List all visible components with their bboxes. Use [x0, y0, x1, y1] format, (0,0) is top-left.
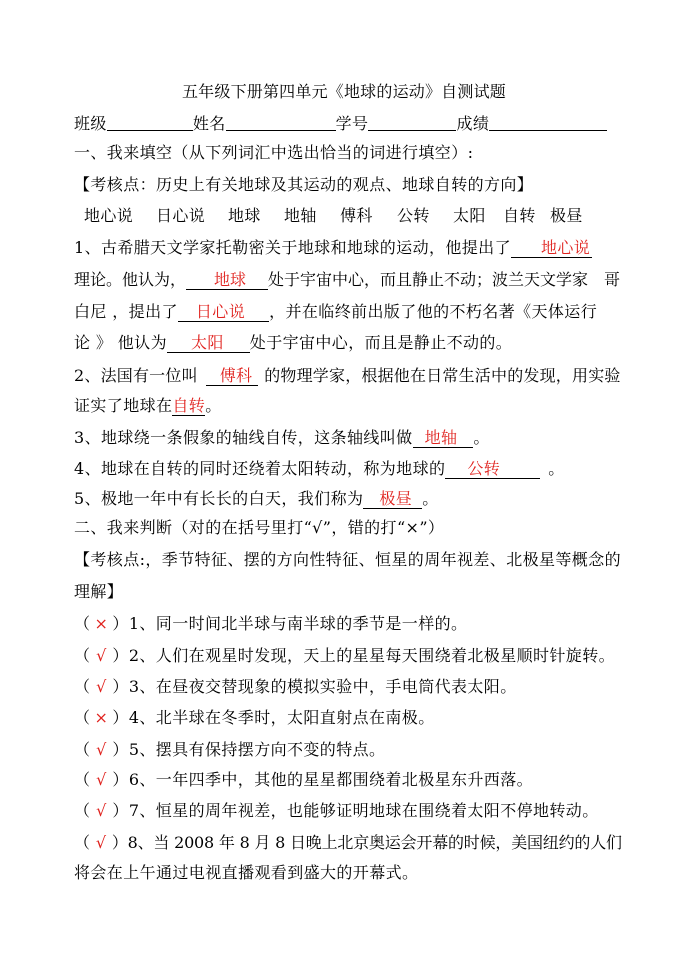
word-item: 地轴: [284, 206, 317, 225]
judge-item: （ × ）4、北半球在冬季时，太阳直射点在南极。: [74, 708, 435, 727]
name-blank: [226, 114, 336, 131]
judge-text: 7、恒星的周年视差，也能够证明地球在围绕着太阳不停地转动。: [128, 801, 599, 820]
q5-text: 5、极地一年中有长长的白天，我们称为: [74, 489, 364, 508]
q1-answer-4: [167, 334, 250, 353]
answer-text: 傅科: [219, 366, 253, 385]
q1-text: 处于宇宙中心，而且是静止不动的。: [249, 333, 513, 352]
word-item: 太阳: [453, 206, 486, 225]
q1-line3: [74, 302, 622, 322]
q1-text: 论 》 他认为: [74, 333, 167, 352]
section2-heading: 二、我来判断（对的在括号里打“√”，错的打“×”）: [74, 518, 445, 537]
answer-text: 日心说: [195, 302, 246, 321]
judge-text: 3、在昼夜交替现象的模拟实验中，手电筒代表太阳。: [128, 677, 517, 696]
judge-mark: √: [96, 677, 107, 696]
q2-answer-1: [206, 367, 258, 386]
word-item: 傅科: [340, 206, 373, 225]
judge-mark: √: [96, 770, 107, 789]
q2-line2: [74, 396, 622, 416]
judge-mark: √: [96, 646, 107, 665]
q1-text: ，并在临终前出版了他的不朽名著《天体运行: [269, 302, 598, 321]
judge-item-cont: 将会在上午通过电视直播观看到盛大的开幕式。: [74, 863, 419, 882]
section1-heading: 一、我来填空（从下列词汇中选出恰当的词进行填空）:: [74, 143, 474, 162]
id-label: 学号: [335, 114, 369, 133]
answer-text: 极昼: [379, 489, 413, 508]
answer-text: 地心说: [540, 238, 591, 257]
q2-answer-2: 自转: [172, 396, 206, 415]
score-blank: [489, 114, 607, 131]
q1-answer-2: [186, 271, 268, 290]
judge-item: （ √ ）5、摆具有保持摆方向不变的特点。: [74, 740, 386, 759]
judge-mark: ×: [94, 708, 109, 727]
q2-text: 2、法国有一位叫: [74, 366, 198, 385]
q2-line1: [74, 366, 622, 386]
judge-item: （ × ）1、同一时间北半球与南半球的季节是一样的。: [74, 614, 468, 633]
q2-text: 的物理学家，根据他在日常生活中的发现，用实验: [264, 366, 621, 385]
q1-answer-1: [511, 239, 592, 258]
judge-item: （ √ ）6、一年四季中，其他的星星都围绕着北极星东升西落。: [74, 770, 533, 789]
q3-line: [74, 428, 622, 448]
judge-text: 2、人们在观星时发现，天上的星星每天围绕着北极星顺时针旋转。: [128, 646, 615, 665]
word-item: 地球: [228, 206, 261, 225]
q5-text: 。: [422, 489, 439, 508]
q4-line: [74, 459, 622, 479]
q1-text: 处于宇宙中心，而且静止不动；波兰天文学家 哥: [268, 270, 621, 289]
class-blank: [107, 114, 193, 131]
word-item: 自转: [503, 206, 536, 225]
answer-text: 地轴: [424, 428, 458, 447]
q3-text: 。: [473, 428, 490, 447]
q1-text: 理论。他认为，: [74, 270, 187, 289]
judge-text: 8、当 2008 年 8 月 8 日晚上北京奥运会开幕的时候，美国纽约的人们: [127, 833, 622, 852]
q1-text: 1、古希腊天文学家托勒密关于地球和地球的运动，他提出了: [74, 238, 511, 257]
q5-line: [74, 489, 622, 509]
word-item: 日心说: [156, 206, 206, 225]
q5-answer: [363, 490, 422, 509]
page-title: 五年级下册第四单元《地球的运动》自测试题: [181, 82, 506, 101]
section1-focus: 【考核点：历史上有关地球及其运动的观点、地球自转的方向】: [74, 175, 534, 194]
class-label: 班级: [74, 114, 107, 133]
q1-line1: [74, 238, 622, 258]
name-label: 姓名: [192, 114, 226, 133]
word-item: 公转: [397, 206, 430, 225]
q3-answer: [413, 429, 474, 448]
judge-item: （ √ ）8、当 2008 年 8 月 8 日晚上北京奥运会开幕的时候，美国纽约的人们: [74, 833, 622, 852]
score-label: 成绩: [456, 114, 490, 133]
word-bank: [84, 206, 632, 226]
id-blank: [368, 114, 456, 131]
answer-text: 太阳: [190, 333, 224, 352]
q1-answer-3: [178, 303, 269, 322]
judge-item: （ √ ）2、人们在观星时发现，天上的星星每天围绕着北极星顺时针旋转。: [74, 646, 615, 665]
judge-text: 4、北半球在冬季时，太阳直射点在南极。: [128, 708, 435, 727]
answer-text: 公转: [467, 459, 501, 478]
judge-mark: √: [96, 801, 107, 820]
q1-line2: [74, 270, 622, 290]
q1-text: 白尼 ，提出了: [74, 302, 178, 321]
q3-text: 3、地球绕一条假象的轴线自传，这条轴线叫做: [74, 428, 413, 447]
judge-mark: √: [95, 833, 106, 852]
judge-text: 1、同一时间北半球与南半球的季节是一样的。: [128, 614, 468, 633]
q4-text: 。: [548, 459, 565, 478]
section2-focus-cont: 理解】: [74, 582, 124, 601]
judge-text: 6、一年四季中，其他的星星都围绕着北极星东升西落。: [128, 770, 533, 789]
judge-text: 5、摆具有保持摆方向不变的特点。: [128, 740, 386, 759]
judge-mark: ×: [94, 614, 109, 633]
judge-mark: √: [96, 740, 107, 759]
word-item: 地心说: [84, 206, 134, 225]
q2-text: 证实了地球在: [74, 396, 173, 415]
student-info-row: [74, 114, 622, 134]
q1-line4: [74, 333, 622, 353]
q4-answer: [445, 460, 540, 479]
q4-text: 4、地球在自转的同时还绕着太阳转动，称为地球的: [74, 459, 446, 478]
q2-text: 。: [205, 396, 222, 415]
judge-item: （ √ ）7、恒星的周年视差，也能够证明地球在围绕着太阳不停地转动。: [74, 801, 599, 820]
section2-focus: 【考核点:，季节特征、摆的方向性特征、恒星的周年视差、北极星等概念的: [74, 550, 621, 569]
answer-text: 地球: [214, 270, 247, 289]
word-item: 极昼: [550, 206, 583, 225]
judge-item: （ √ ）3、在昼夜交替现象的模拟实验中，手电筒代表太阳。: [74, 677, 517, 696]
